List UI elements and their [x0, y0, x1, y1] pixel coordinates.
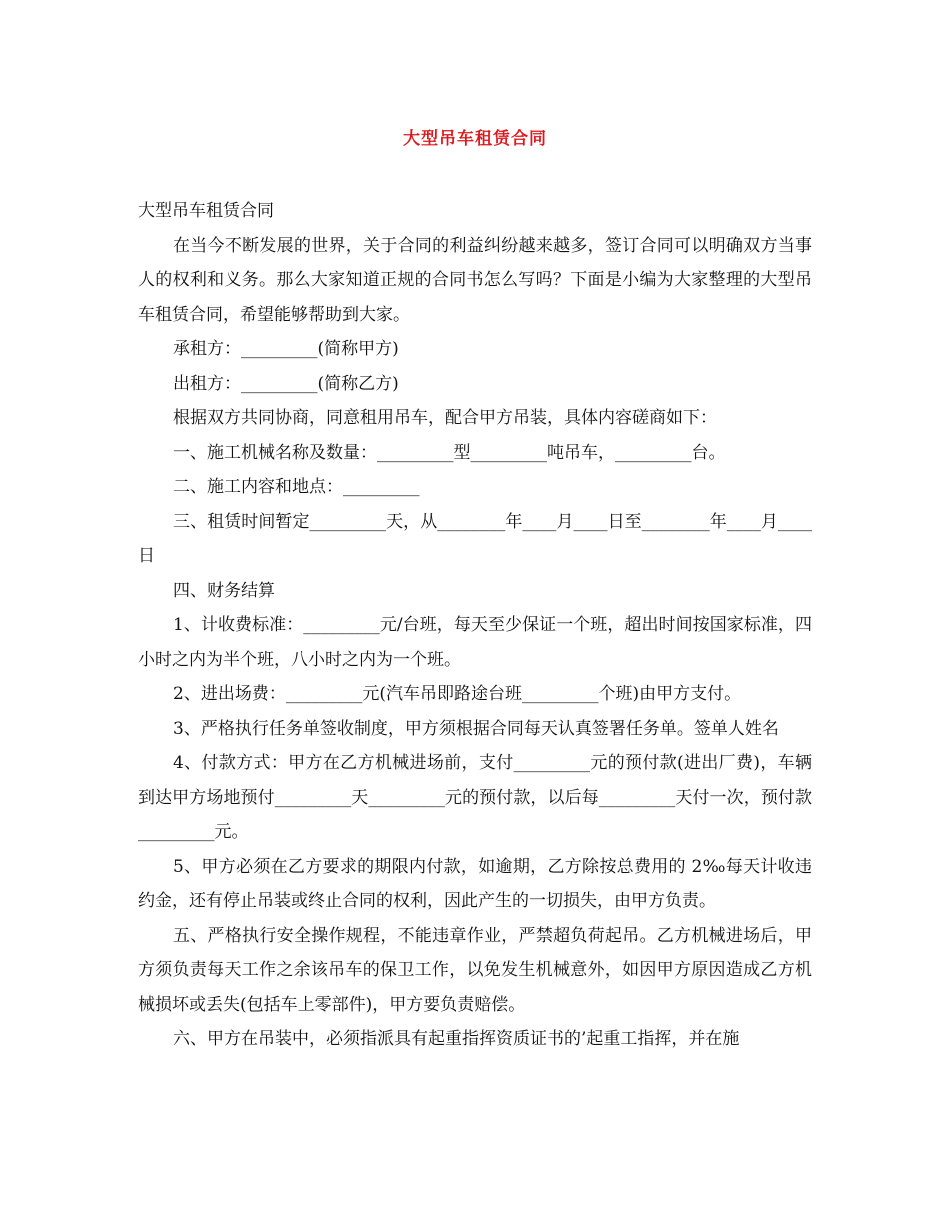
clause-4-item-4: 4、付款方式：甲方在乙方机械进场前，支付_________元的预付款(进出厂费)，车辆到达甲方场地预付_________天_________元的预付款，以后每_________天付一次，预付款_________元。: [138, 753, 812, 842]
clause-2: 二、施工内容和地点：_________: [173, 477, 420, 497]
document-title: 大型吊车租赁合同: [403, 129, 547, 149]
agreement-intro: 根据双方共同协商，同意租用吊车，配合甲方吊装，具体内容磋商如下：: [173, 408, 717, 428]
clause-4-item-2: 2、进出场费：_________元(汽车吊即路途台班_________个班)由甲方支付。: [173, 684, 742, 704]
lessee-line: 承租方：_________(简称甲方): [173, 339, 399, 359]
document-body: [138, 194, 812, 1057]
clause-4-item-1: 1、计收费标准：_________元/台班，每天至少保证一个班，超出时间按国家标准，四小时之内为半个班，八小时之内为一个班。: [138, 615, 812, 670]
clause-4-item-5: 5、甲方必须在乙方要求的期限内付款，如逾期，乙方除按总费用的 2‰每天计收违约金，还有停止吊装或终止合同的权利，因此产生的一切损失，由甲方负责。: [138, 856, 812, 911]
subtitle-line: 大型吊车租赁合同: [138, 201, 274, 221]
clause-4-heading: 四、财务结算: [173, 580, 275, 601]
clause-6: 六、甲方在吊装中，必须指派具有起重指挥资质证书的’起重工指挥，并在施: [173, 1029, 740, 1049]
lessor-line: 出租方：_________(简称乙方): [173, 373, 399, 394]
intro-paragraph: 在当今不断发展的世界，关于合同的利益纠纷越来越多，签订合同可以明确双方当事人的权利和义务。那么大家知道正规的合同书怎么写吗？下面是小编为大家整理的大型吊车租赁合同，希望能够帮助到大家。: [138, 235, 812, 325]
clause-1: 一、施工机械名称及数量：_________型_________吨吊车，_________台。: [173, 442, 726, 463]
clause-4-item-3: 3、严格执行任务单签收制度，甲方须根据合同每天认真签署任务单。签单人姓名: [173, 718, 779, 739]
clause-3: 三、租赁时间暂定_________天，从________年____月____日至________年____月____日: [138, 511, 812, 566]
clause-5: 五、严格执行安全操作规程，不能违章作业，严禁超负荷起吊。乙方机械进场后，甲方须负责每天工作之余该吊车的保卫工作，以免发生机械意外，如因甲方原因造成乙方机械损坏或丢失(包括车上零部件)，甲方要负责赔偿。: [138, 925, 812, 1015]
